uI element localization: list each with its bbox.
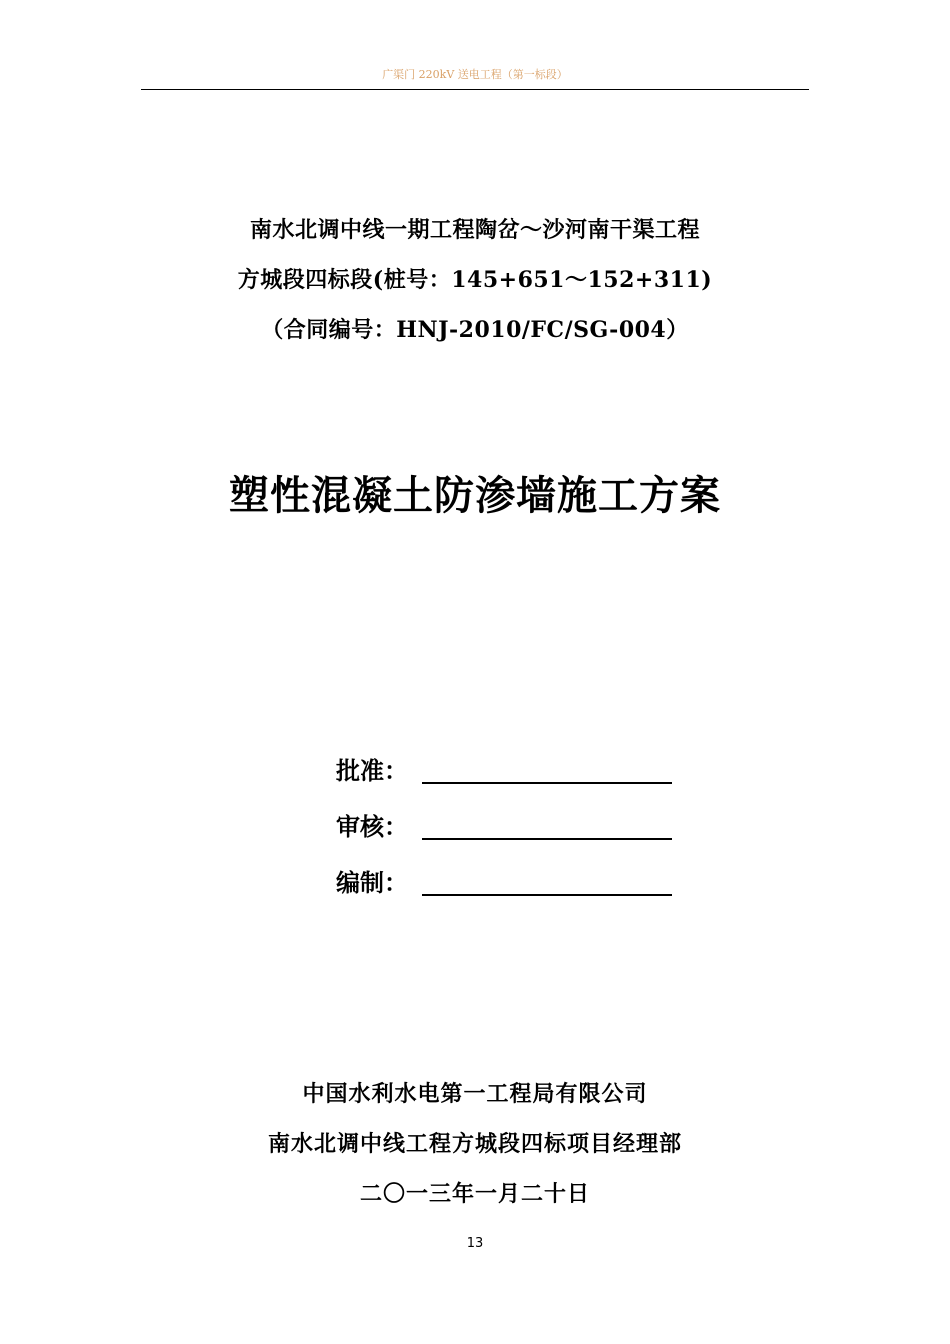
header-rule [141,89,809,90]
approve-signature-line [422,782,672,784]
compile-row [336,864,672,898]
compile-signature-line [422,894,672,896]
document-date: 二〇一三年一月二十日 [359,1181,590,1207]
review-row [336,808,672,842]
approve-row [336,752,672,786]
page-number: 13 [466,1236,484,1251]
contract-number: （合同编号：HNJ-2010/FC/SG-004） [261,317,689,343]
project-name-line-2: 方城段四标段(桩号：145+651～152+311) [237,267,713,293]
company-name: 中国水利水电第一工程局有限公司 [302,1081,648,1107]
document-title: 塑性混凝土防渗墙施工方案 [229,472,721,519]
compile-label: 编制： [336,868,408,897]
review-label: 审核： [336,812,408,841]
running-header: 广渠门 220kV 送电工程（第一标段） [382,68,568,81]
review-signature-line [422,838,672,840]
department-name: 南水北调中线工程方城段四标项目经理部 [267,1131,682,1157]
project-name-line-1: 南水北调中线一期工程陶岔～沙河南干渠工程 [249,217,700,243]
approve-label: 批准： [336,756,408,785]
